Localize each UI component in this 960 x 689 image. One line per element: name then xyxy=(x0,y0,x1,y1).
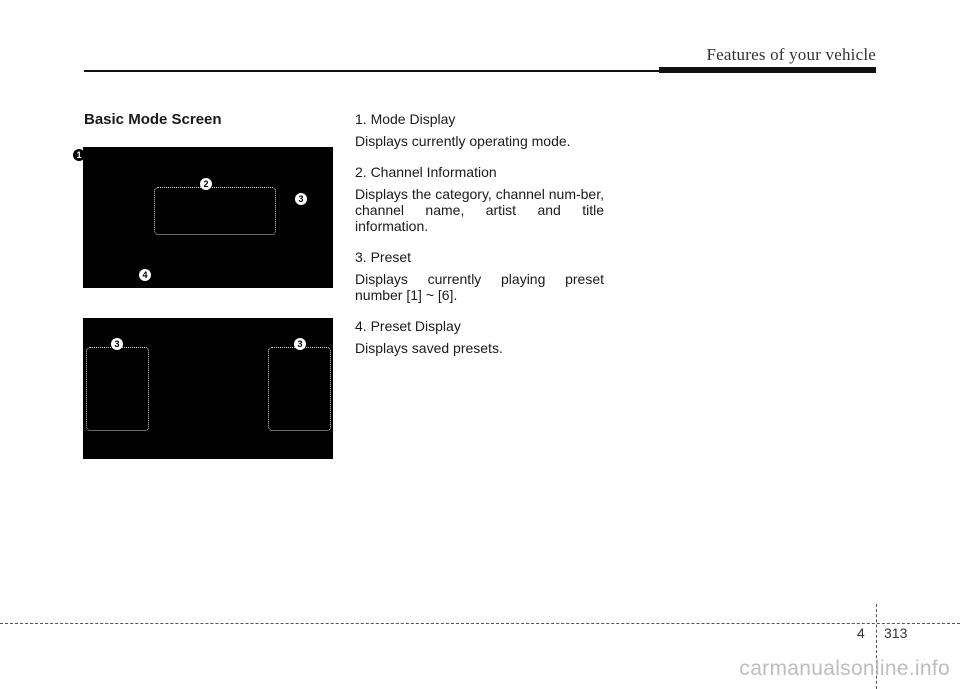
screen-figure-top xyxy=(83,147,333,288)
list-item xyxy=(355,318,604,356)
item-title: 4. Preset Display xyxy=(355,318,461,334)
item-desc: Displays the category, channel num-ber, channel name, artist and title information. xyxy=(355,186,604,234)
list-item xyxy=(355,111,604,149)
callout-preset-left: 3 xyxy=(111,338,123,350)
description-list xyxy=(355,111,604,371)
channel-info-area xyxy=(154,187,276,235)
page-number: 313 xyxy=(884,625,908,641)
item-desc: Displays currently operating mode. xyxy=(355,133,571,149)
callout-preset-display: 4 xyxy=(139,269,151,281)
callout-mode-display: 1 xyxy=(73,149,85,161)
preset-right-area xyxy=(268,347,331,431)
header-rule xyxy=(84,70,660,72)
callout-channel-info: 2 xyxy=(200,178,212,190)
header-title: Features of your vehicle xyxy=(706,45,876,64)
callout-preset: 3 xyxy=(295,193,307,205)
item-title: 3. Preset xyxy=(355,249,412,265)
list-item xyxy=(355,249,604,303)
footer-divider xyxy=(0,623,960,624)
preset-left-area xyxy=(86,347,149,431)
list-item xyxy=(355,164,604,234)
item-title: 1. Mode Display xyxy=(355,111,456,127)
item-title: 2. Channel Information xyxy=(355,164,497,180)
watermark: carmanualsonline.info xyxy=(739,657,950,680)
screen-figure-bottom xyxy=(83,318,333,459)
section-heading: Basic Mode Screen xyxy=(84,111,222,128)
item-desc: Displays saved presets. xyxy=(355,340,503,356)
callout-preset-right: 3 xyxy=(294,338,306,350)
chapter-number: 4 xyxy=(857,625,865,641)
header-rule-accent xyxy=(659,67,876,73)
item-desc: Displays currently playing preset number [1] ~ [6]. xyxy=(355,271,604,303)
